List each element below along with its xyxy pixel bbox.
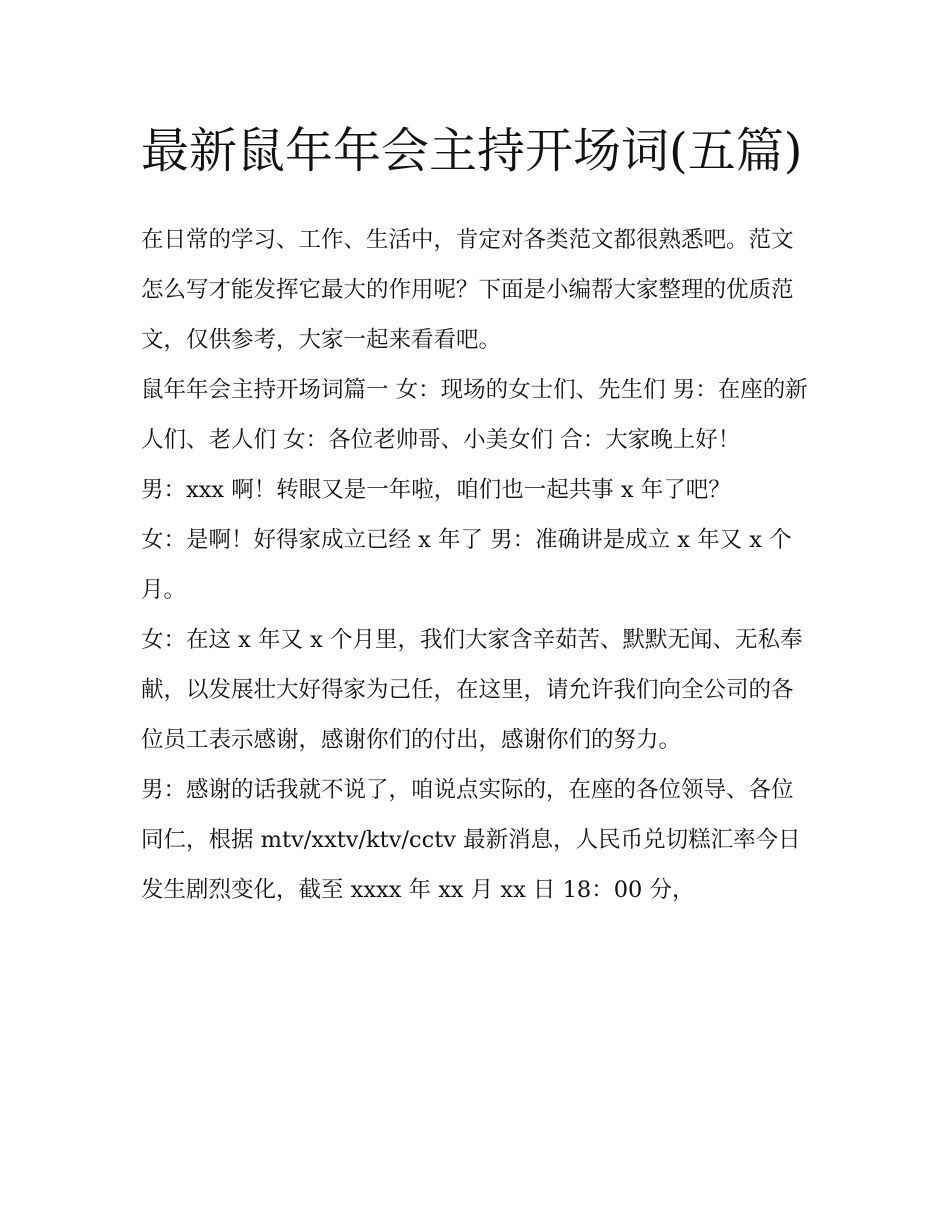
document-body [141, 111, 813, 915]
paragraph-intro: 在日常的学习、工作、生活中，肯定对各类范文都很熟悉吧。范文怎么写才能发挥它最大的作用呢？下面是小编帮大家整理的优质范文，仅供参考，大家一起来看看吧。 [141, 227, 794, 353]
paragraph-male-line-2: 男：感谢的话我就不说了，咱说点实际的，在座的各位领导、各位同仁，根据 mtv/xxtv/ktv/cctv 最新消息，人民币兑切糕汇率今日发生剧烈变化，截至 xxxx 年 xx 月 xx 日 18：00 分， [141, 777, 801, 903]
paragraph-male-line-1: 男：xxx 啊！转眼又是一年啦，咱们也一起共事 x 年了吧？ [141, 477, 731, 503]
paragraph-opening-lines: 鼠年年会主持开场词篇一 女：现场的女士们、先生们 男：在座的新人们、老人们 女：各位老帅哥、小美女们 合：大家晚上好！ [141, 377, 808, 453]
document-title: 最新鼠年年会主持开场词(五篇) [141, 123, 803, 179]
paragraph-female-line-1: 女：是啊！好得家成立已经 x 年了 男：准确讲是成立 x 年又 x 个月。 [141, 527, 792, 603]
paragraph-female-line-2: 女：在这 x 年又 x 个月里，我们大家含辛茹苦、默默无闻、无私奉献，以发展壮大好得家为己任，在这里，请允许我们向全公司的各位员工表示感谢，感谢你们的付出，感谢你们的努力。 [141, 627, 803, 753]
